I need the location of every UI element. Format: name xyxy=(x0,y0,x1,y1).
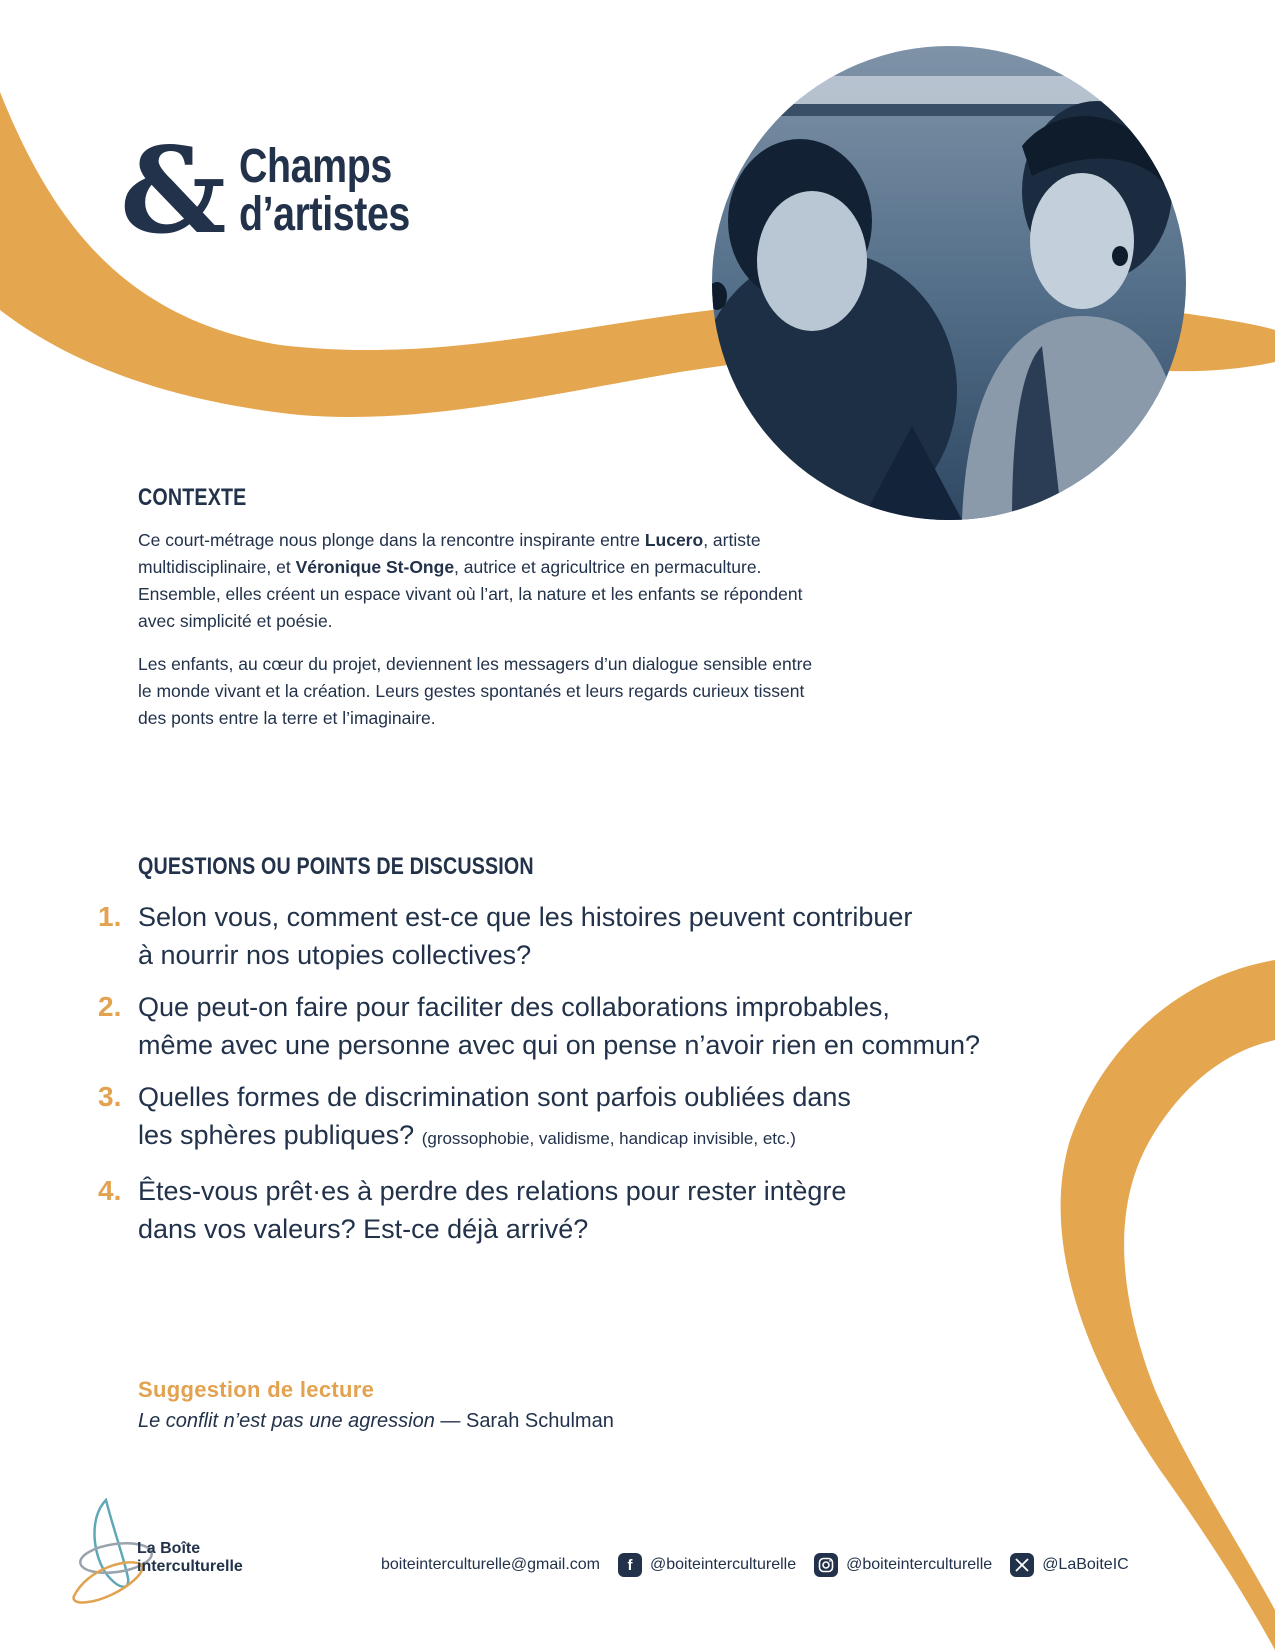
question-number: 4. xyxy=(98,1175,122,1206)
question-item-3 xyxy=(98,1078,1028,1158)
context-heading: CONTEXTE xyxy=(138,484,247,511)
right-swoosh xyxy=(1061,960,1275,1650)
logo-title xyxy=(238,140,410,241)
question-text: Quelles formes de discrimination sont parfois oubliées dans les sphères publiques? (grossophobie, validisme, handicap invisible, etc.) xyxy=(138,1082,851,1150)
context-body xyxy=(138,527,818,748)
question-number: 1. xyxy=(98,901,122,932)
footer-contacts xyxy=(381,1553,1129,1577)
context-paragraph-1: Ce court-métrage nous plonge dans la rencontre inspirante entre Lucero, artiste multidisciplinaire, et Véronique St-Onge, autrice et agricultrice en permaculture. Ensemble, elles créent un espace vivant où l’art, la nature et les enfants se répondent avec simplicité et poésie. xyxy=(138,530,803,631)
x-twitter-icon xyxy=(1010,1553,1034,1577)
context-paragraph-2: Les enfants, au cœur du projet, deviennent les messagers d’un dialogue sensible entre le monde vivant et la création. Leurs gestes spontanés et leurs regards curieux tissent des ponts entre la terre et l’imaginaire. xyxy=(138,654,813,728)
reading-suggestion-title: Suggestion de lecture xyxy=(138,1377,375,1402)
hero-photo xyxy=(712,46,1186,520)
name-lucero: Lucero xyxy=(644,530,704,550)
logo-line-1: Champs xyxy=(238,140,392,193)
question-item-4 xyxy=(98,1172,1028,1248)
facebook-handle[interactable]: @boiteinterculturelle xyxy=(650,1556,797,1573)
email-link[interactable]: boiteinterculturelle@gmail.com xyxy=(381,1556,600,1573)
logo-line-2: d’artistes xyxy=(238,188,410,241)
photo-illustration xyxy=(712,46,1186,520)
questions-heading: QUESTIONS OU POINTS DE DISCUSSION xyxy=(138,853,534,880)
question-text: Selon vous, comment est-ce que les histoires peuvent contribuer à nourrir nos utopies collectives? xyxy=(138,902,913,970)
brand-logo xyxy=(120,121,447,260)
instagram-icon xyxy=(814,1553,838,1577)
name-veronique: Véronique St-Onge xyxy=(295,557,455,577)
reading-suggestion xyxy=(138,1410,614,1433)
question-item-1 xyxy=(98,898,1028,974)
book-author: — Sarah Schulman xyxy=(434,1410,614,1432)
question-number: 2. xyxy=(98,991,122,1022)
question-item-2 xyxy=(98,988,1028,1064)
instagram-handle[interactable]: @boiteinterculturelle xyxy=(846,1556,993,1573)
book-title: Le conflit n’est pas une agression xyxy=(138,1410,435,1432)
question-text: Êtes-vous prêt·es à perdre des relations pour rester intègre dans vos valeurs? Est-ce déjà arrivé? xyxy=(138,1176,847,1244)
question-note: (grossophobie, validisme, handicap invisible, etc.) xyxy=(421,1129,796,1148)
org-name: La Boîte interculturelle xyxy=(137,1540,243,1575)
facebook-icon: f xyxy=(618,1553,642,1577)
questions-list xyxy=(98,898,1028,1262)
x-handle[interactable]: @LaBoiteIC xyxy=(1042,1556,1129,1573)
question-number: 3. xyxy=(98,1081,122,1112)
question-text: Que peut-on faire pour faciliter des collaborations improbables, même avec une personne avec qui on pense n’avoir rien en commun? xyxy=(138,992,980,1060)
ampersand-logo-icon: & xyxy=(120,121,227,260)
